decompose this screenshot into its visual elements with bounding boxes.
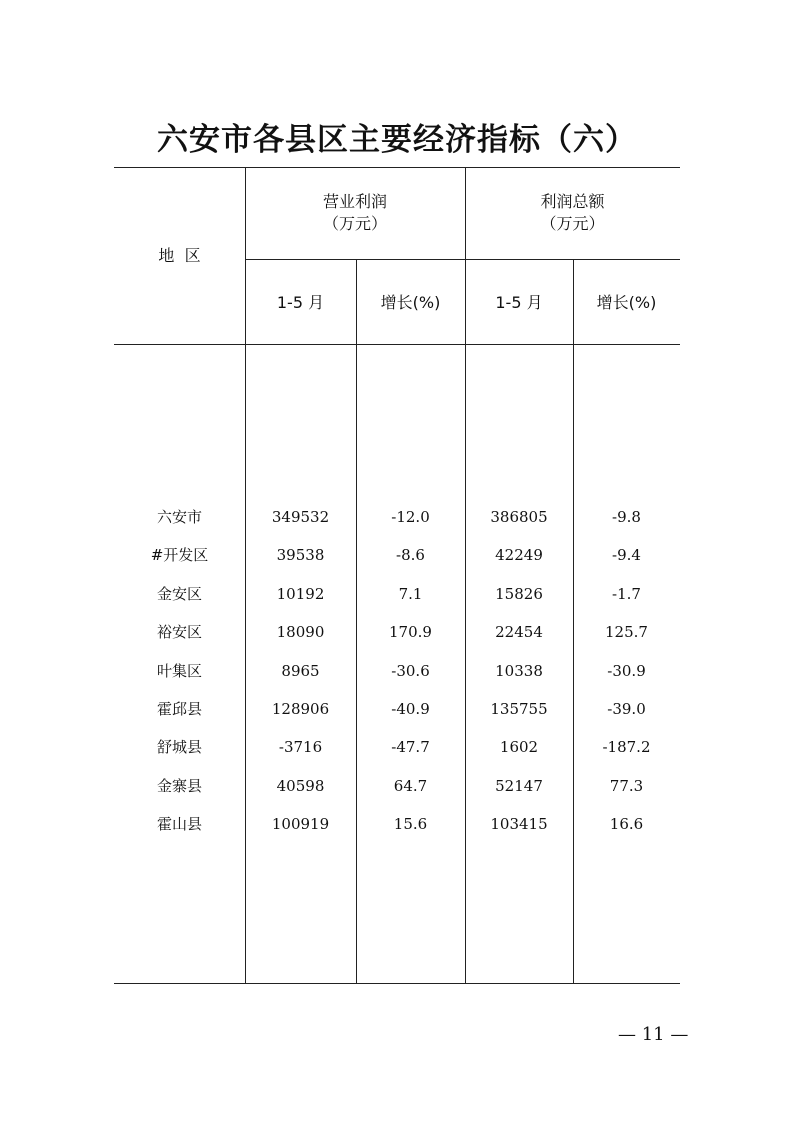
header-total-profit-unit: （万元） <box>540 214 605 233</box>
op-growth-cell: -47.7 <box>391 738 430 756</box>
total-profit-cell: 52147 <box>495 777 543 795</box>
total-growth-cell: -187.2 <box>602 738 651 756</box>
region-cell: 舒城县 <box>156 738 202 756</box>
region-cell: 金安区 <box>156 585 202 603</box>
header-total-profit <box>465 191 680 235</box>
table-top-rule <box>114 167 680 168</box>
total-growth-cell: -39.0 <box>607 700 646 718</box>
total-growth-cell: -30.9 <box>607 662 646 680</box>
total-growth-cell: -1.7 <box>612 585 641 603</box>
page-title: 六安市各县区主要经济指标（六） <box>157 122 637 158</box>
header-op-period: 1-5 月 <box>276 293 325 312</box>
total-growth-cell: 77.3 <box>609 777 644 795</box>
header-total-profit-name: 利润总额 <box>540 192 605 211</box>
header-total-period: 1-5 月 <box>495 293 543 312</box>
total-growth-cell: -9.8 <box>612 508 641 526</box>
header-group-rule <box>245 259 680 260</box>
op-profit-cell: 39538 <box>276 546 325 564</box>
region-cell: 霍山县 <box>156 815 202 833</box>
header-region: 地 区 <box>158 246 201 265</box>
total-growth-cell: 16.6 <box>609 815 644 833</box>
op-growth-cell: 64.7 <box>393 777 428 795</box>
op-growth-cell: 170.9 <box>389 623 432 641</box>
table-bottom-rule <box>114 983 680 984</box>
total-profit-cell: 1602 <box>499 738 539 756</box>
header-op-growth: 增长(%) <box>380 293 441 312</box>
op-growth-cell: -8.6 <box>396 546 425 564</box>
region-cell: 六安市 <box>156 508 202 526</box>
op-profit-cell: 349532 <box>271 508 330 526</box>
op-profit-cell: 18090 <box>276 623 325 641</box>
header-operating-profit <box>245 191 465 235</box>
total-profit-cell: 135755 <box>490 700 548 718</box>
region-cell: 裕安区 <box>156 623 202 641</box>
op-profit-cell: 8965 <box>281 662 320 680</box>
op-profit-cell: 10192 <box>276 585 325 603</box>
column-divider <box>573 259 574 983</box>
total-profit-cell: 10338 <box>495 662 543 680</box>
op-growth-cell: -40.9 <box>391 700 430 718</box>
op-profit-cell: 40598 <box>276 777 325 795</box>
total-profit-cell: 42249 <box>495 546 543 564</box>
region-cell: 叶集区 <box>156 662 202 680</box>
op-growth-cell: 15.6 <box>393 815 428 833</box>
op-growth-cell: 7.1 <box>398 585 423 603</box>
op-profit-cell: -3716 <box>278 738 323 756</box>
total-profit-cell: 386805 <box>490 508 548 526</box>
region-cell: 霍邱县 <box>156 700 202 718</box>
column-divider <box>465 167 466 983</box>
total-growth-cell: 125.7 <box>605 623 648 641</box>
op-growth-cell: -30.6 <box>391 662 430 680</box>
op-profit-cell: 100919 <box>271 815 330 833</box>
total-profit-cell: 103415 <box>490 815 548 833</box>
region-cell: 金寨县 <box>156 777 202 795</box>
region-cell: #开发区 <box>150 546 209 564</box>
op-profit-cell: 128906 <box>271 700 330 718</box>
total-profit-cell: 15826 <box>495 585 543 603</box>
page-number: — 11 — <box>618 1024 689 1045</box>
header-operating-profit-name: 营业利润 <box>322 192 387 211</box>
header-bottom-rule <box>114 344 680 345</box>
header-operating-profit-unit: （万元） <box>322 214 387 233</box>
total-profit-cell: 22454 <box>495 623 543 641</box>
header-total-growth: 增长(%) <box>596 293 657 312</box>
column-divider <box>356 259 357 983</box>
op-growth-cell: -12.0 <box>391 508 430 526</box>
total-growth-cell: -9.4 <box>612 546 641 564</box>
column-divider <box>245 167 246 983</box>
